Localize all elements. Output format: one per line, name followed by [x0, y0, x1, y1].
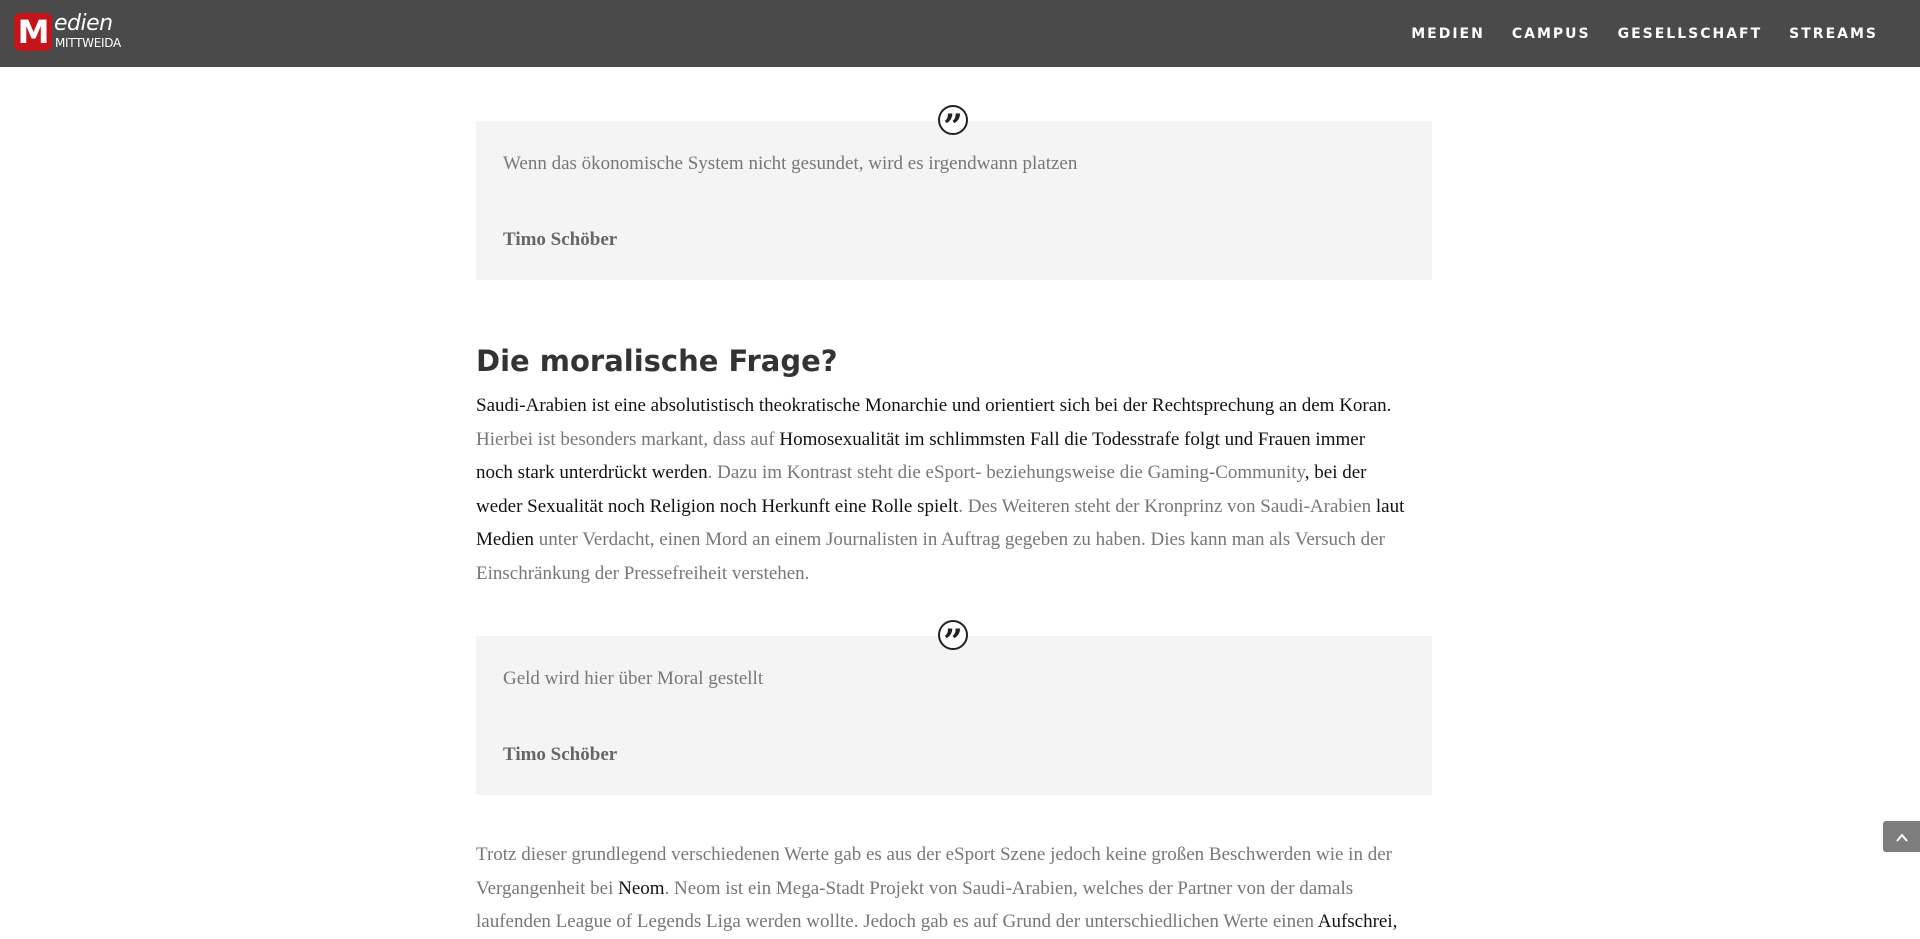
paragraph-line: [476, 423, 1436, 457]
scroll-to-top-button[interactable]: [1883, 821, 1920, 852]
text-run: . Neom ist ein Mega-Stadt Projekt von Saudi-Arabien, welches der Partner von der damals: [664, 877, 1354, 899]
blockquote: [476, 636, 1432, 795]
chevron-up-icon: [1894, 830, 1910, 846]
paragraph-line: [476, 456, 1436, 490]
blockquote: [476, 121, 1432, 280]
nav-item-gesellschaft[interactable]: GESELLSCHAFT: [1617, 25, 1763, 42]
site-header: [0, 0, 1920, 67]
quote-author: Timo Schöber: [503, 229, 618, 250]
text-run: laufenden League of Legends Liga werden wollte. Jedoch gab es auf Grund der unterschiedlichen Werte einen: [476, 911, 1318, 933]
text-run: Hierbei ist besonders markant, dass auf: [476, 428, 780, 450]
text-run: Einschränkung der Pressefreiheit verstehen.: [476, 562, 810, 584]
nav-item-streams[interactable]: STREAMS: [1789, 25, 1878, 42]
inline-link[interactable]: Homosexualität im schlimmsten Fall die Todesstrafe folgt und Frauen immer: [779, 428, 1366, 450]
paragraph-line: [476, 523, 1436, 557]
inline-link[interactable]: laut: [1375, 495, 1405, 517]
paragraph-line: [476, 389, 1436, 423]
inline-link[interactable]: weder Sexualität noch Religion noch Herkunft eine Rolle spielt: [476, 495, 959, 517]
inline-link[interactable]: , bei der: [1304, 462, 1367, 484]
text-run: Vergangenheit bei: [476, 877, 619, 899]
text-run: unter Verdacht, einen Mord an einem Journalisten in Auftrag gegeben zu haben. Dies kann man als Versuch der: [534, 529, 1385, 551]
nav-item-medien[interactable]: MEDIEN: [1411, 25, 1485, 42]
article-paragraph: [476, 389, 1436, 591]
quote-author: Timo Schöber: [503, 744, 618, 765]
text-run: Trotz dieser grundlegend verschiedenen Werte gab es aus der eSport Szene jedoch keine großen Beschwerden wie in der: [476, 844, 1392, 865]
inline-link[interactable]: noch stark unterdrückt werden: [476, 462, 708, 484]
logo-text-top: edien: [54, 11, 113, 36]
logo-letter: M: [14, 13, 52, 51]
inline-link[interactable]: Medien: [476, 529, 535, 551]
quote-icon: ”: [938, 105, 968, 135]
logo-text-bottom: MITTWEIDA: [55, 36, 121, 50]
paragraph-line: [476, 838, 1436, 872]
quote-text: Geld wird hier über Moral gestellt: [503, 668, 764, 689]
text-run: . Dazu im Kontrast steht die eSport- beziehungsweise die Gaming-Community: [707, 462, 1305, 484]
paragraph-line: [476, 905, 1436, 939]
article-paragraph: [476, 838, 1436, 939]
nav-item-campus[interactable]: CAMPUS: [1511, 25, 1591, 42]
section-heading: Die moralische Frage?: [476, 344, 838, 378]
inline-link[interactable]: Aufschrei,: [1317, 911, 1398, 933]
paragraph-line: [476, 557, 1436, 591]
paragraph-line: [476, 490, 1436, 524]
text-run: Saudi-Arabien ist eine absolutistisch theokratische Monarchie und orientiert sich bei der Rechtsprechung an dem Koran.: [476, 395, 1392, 416]
main-nav: [1411, 0, 1878, 67]
paragraph-line: [476, 872, 1436, 906]
quote-text: Wenn das ökonomische System nicht gesundet, wird es irgendwann platzen: [503, 153, 1078, 174]
site-logo[interactable]: [14, 10, 134, 52]
quote-icon: ”: [938, 620, 968, 650]
inline-link[interactable]: Neom: [618, 877, 665, 899]
text-run: . Des Weiteren steht der Kronprinz von Saudi-Arabien: [958, 495, 1376, 517]
